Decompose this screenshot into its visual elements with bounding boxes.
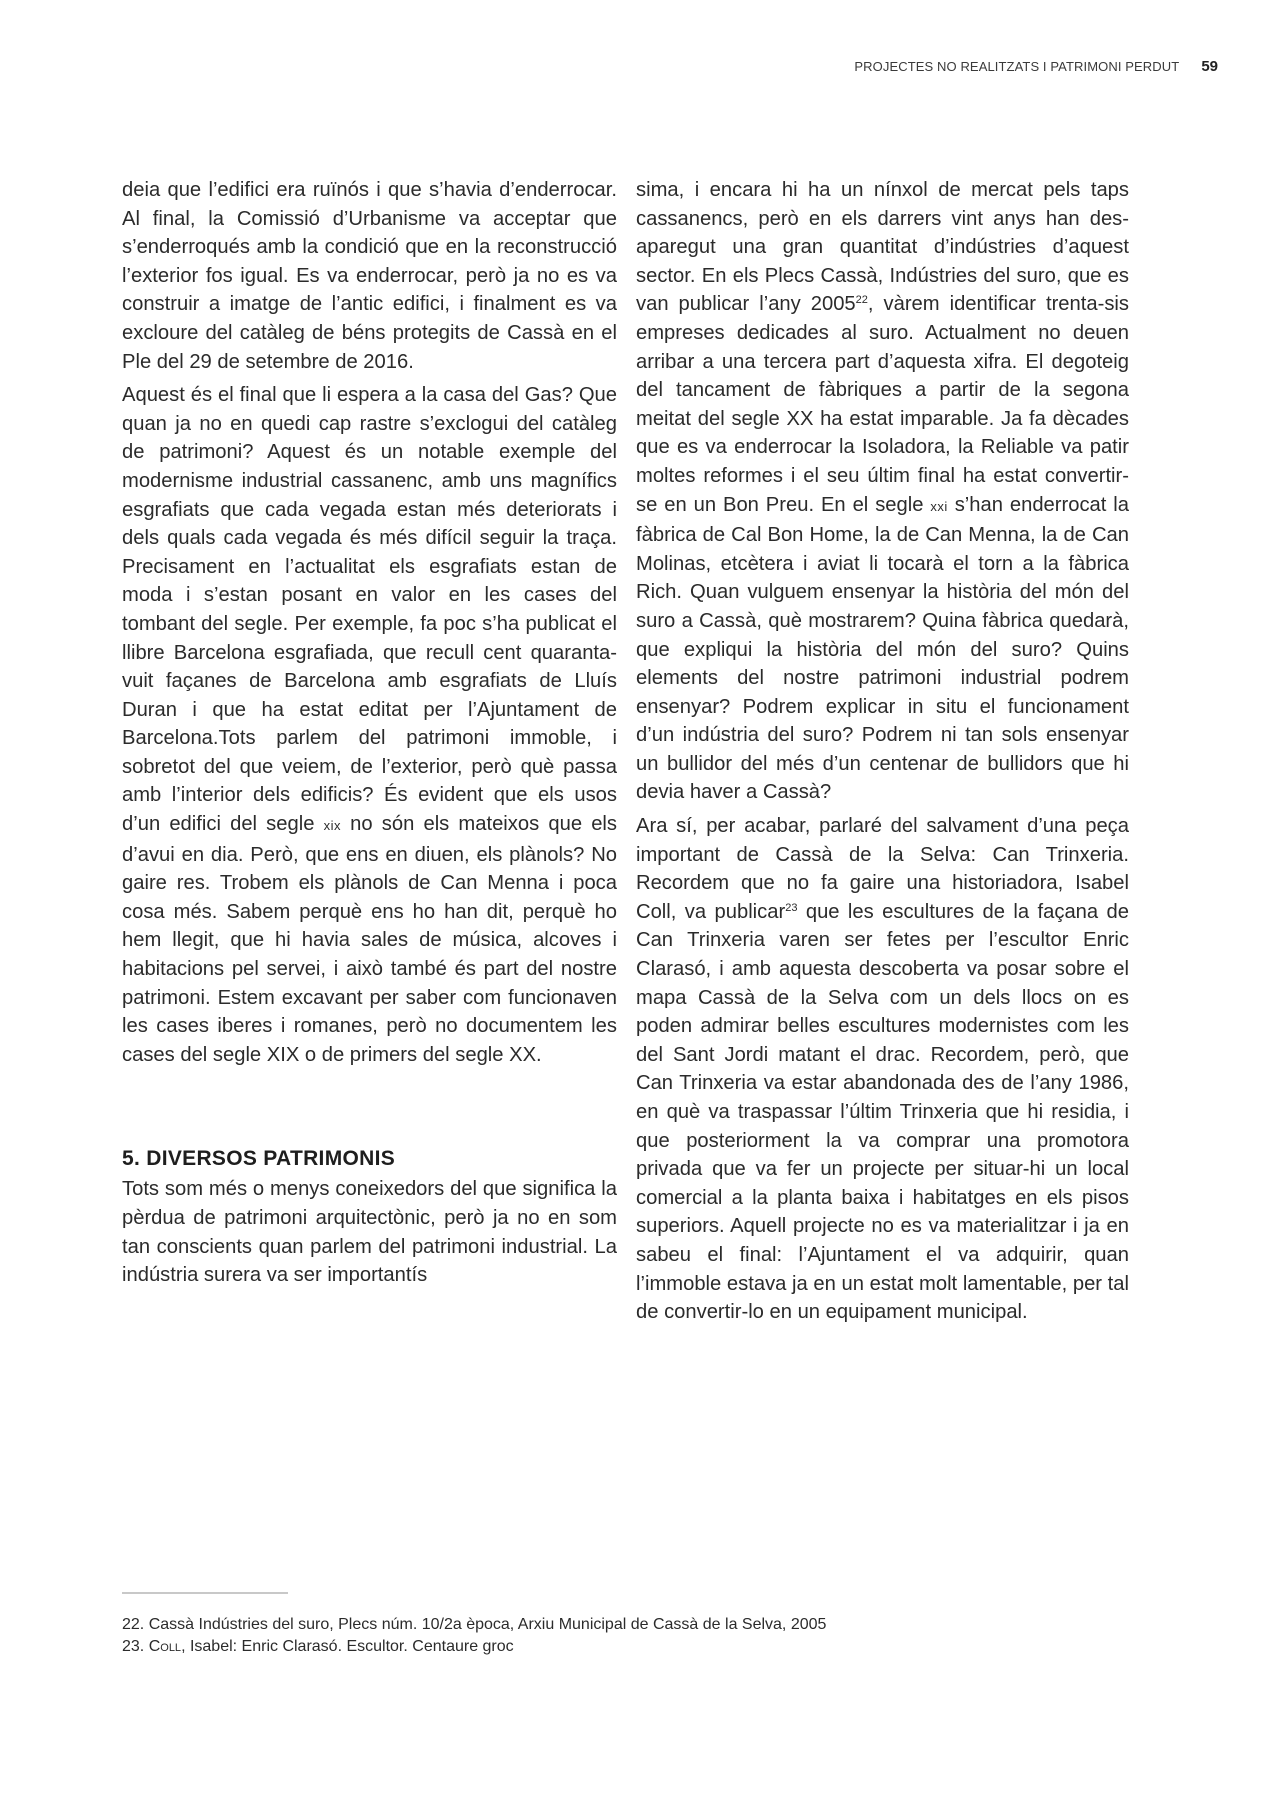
small-caps-century: xxi <box>930 498 948 514</box>
footnote-23 <box>122 1636 826 1658</box>
footnote-divider <box>122 1592 288 1594</box>
paragraph-text: no són els mateixos que els d’avui en dia. Però, que ens en diuen, els plànols? No gaire res. Trobem els plànols de Can Menna i poca cosa més. Sabem perquè ens ho han dit, perquè ho hem llegit, que hi havia sales de música, alcoves i habitacions pel servei, i això també és part del nostre patrimoni. Estem excavant per saber com funcionaven les cases iberes i romanes, però no documentem les cases del segle XIX o de primers del segle XX. <box>122 813 618 1066</box>
paragraph <box>122 381 617 1069</box>
paragraph-text: Aquest és el final que li espera a la casa del Gas? Que quan ja no en quedi cap rastre s’exclogui del catàleg de patrimoni? Aquest és un notable exemple del modernisme industrial cassanenc, amb uns magnífics esgrafiats que cada vegada estan més deteriorats i dels quals cada vegada és més difícil seguir la traça. Precisament en l’actualitat els esgrafiats estan de moda i s’estan posant en valor en les cases del tombant del segle. Per exemple, fa poc s’ha publicat el llibre Barcelona esgrafiada, que recull cent quaranta-vuit façanes de Barcelona amb esgrafiats de Lluís Duran i que ha estat editat per l’Ajuntament de Barcelona.Tots parlem del patrimoni immoble, i sobretot del que veiem, de l’exterior, però què passa amb l’interior dels edificis? És evident que els usos d’un edifici del segle <box>122 384 617 836</box>
footnote-number: 22. <box>122 1616 145 1633</box>
footnote-ref-22[interactable]: 22 <box>855 294 868 307</box>
small-caps-century: xix <box>323 818 341 834</box>
page-number: 59 <box>1201 58 1218 75</box>
paragraph-text: s’han enderrocat la fàbrica de Cal Bon Home, la de Can Menna, la de Can Molinas, etcètera i aviat li tocarà el torn a la fàbrica Rich. Quan vulguem ensenyar la història del món del suro a Cassà, què mostrarem? Quina fàbrica quedarà, que expliqui la història del món del suro? Quins elements del nostre patrimoni industrial podrem ensenyar? Podrem explicar in situ el funcionament d’un indústria del suro? Podrem ni tan sols ensenyar un bullidor del més d’un centenar de bullidors que hi devia haver a Cassà? <box>636 493 1130 804</box>
paragraph <box>636 176 1129 807</box>
footnote-author: Coll <box>148 1638 182 1655</box>
footnote-number: 23. <box>122 1638 145 1655</box>
footnote-text: , Isabel: Enric Clarasó. Escultor. Centaure groc <box>181 1638 514 1655</box>
left-column <box>122 176 617 1295</box>
paragraph: Tots som més o menys coneixedors del que significa la pèrdua de patrimoni arquitectònic, però ja no en som tan conscients quan parlem del patrimoni industrial. La indústria surera va ser importantís <box>122 1178 617 1287</box>
footnote-ref-23[interactable]: 23 <box>785 901 798 914</box>
paragraph-text: que les escultures de la façana de Can Trinxeria varen ser fetes per l’escultor Enric Clarasó, i amb aquesta descoberta va posar sobre el mapa Cassà de la Selva com un dels llocs on es poden admirar belles escultures modernistes com les del Sant Jordi matant el drac. Recordem, però, que Can Trinxeria va estar abandonada des de l’any 1986, en què va traspassar l’últim Trinxeria que hi residia, i que posteriorment la va comprar una promotora privada que va fer un projecte per situar-hi un local comercial a la planta baixa i habitatges en els pisos superiors. Aquell projecte no es va materialitzar i ja en sabeu el final: l’Ajuntament el va adquirir, quan l’immoble estava ja en un estat molt lamentable, per tal de convertir-lo en un equipament municipal. <box>636 900 1129 1324</box>
footnotes <box>122 1614 826 1658</box>
paragraph: deia que l’edifici era ruïnós i que s’havia d’enderrocar. Al final, la Comissió d’Urbanisme va acceptar que s’enderroqués amb la condició que en la reconstrucció l’exterior fos igual. Es va enderrocar, però ja no es va construir a imatge de l’antic edifici, i finalment es va excloure del catàleg de béns protegits de Cassà en el Ple del 29 de setembre de 2016. <box>122 179 617 373</box>
right-column <box>636 176 1129 1332</box>
section-heading: 5. DIVERSOS PATRIMONIS <box>122 1147 396 1171</box>
running-header <box>854 58 1218 75</box>
running-title: PROJECTES NO REALITZATS I PATRIMONI PERDUT <box>854 59 1180 74</box>
paragraph-text: sima, i encara hi ha un nínxol de mercat pels taps cassanencs, però en els darrers vint anys han desaparegut una gran quantitat d’indústries d’aquest sector. En els Plecs Cassà, Indústries del suro, que es van publicar l’any 2005 <box>636 179 1129 316</box>
paragraph <box>636 812 1129 1327</box>
paragraph-text: Ara sí, per acabar, parlaré del salvament d’una peça important de Cassà de la Selva: Can Trinxeria. Recordem que no fa gaire una historiadora, Isabel Coll, va publicar <box>636 815 1129 923</box>
footnote-22 <box>122 1614 826 1636</box>
paragraph-text: , vàrem identificar trenta-sis empreses dedicades al suro. Actualment no deuen arribar a una tercera part d’aquesta xifra. El degoteig del tancament de fàbriques a partir de la segona meitat del segle XX ha estat imparable. Ja fa dècades que es va enderrocar la Isoladora, la Reliable va patir moltes reformes i el seu últim final ha estat convertir-se en un Bon Preu. En el segle <box>636 293 1129 516</box>
footnote-text: Cassà Indústries del suro, Plecs núm. 10/2a època, Arxiu Municipal de Cassà de la Selva, 2005 <box>148 1616 827 1633</box>
